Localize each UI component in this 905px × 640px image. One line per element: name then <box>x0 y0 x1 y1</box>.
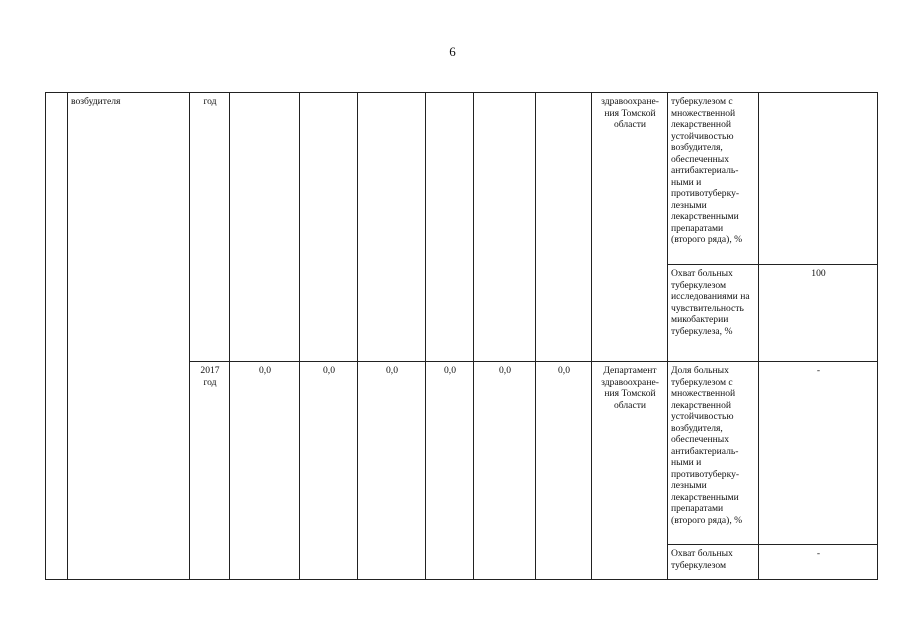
table-row <box>46 93 878 265</box>
table-cell-executor: Департамент здравоохране-ния Томской области <box>592 362 668 580</box>
page-number: 6 <box>449 44 456 59</box>
table-cell-value: 0,0 <box>358 362 426 580</box>
table-cell-value <box>426 93 474 362</box>
table-cell-indicator: туберкулезом с множественной лекарственной устойчивостью возбудителя, обеспеченных антибактериаль-ными и противотуберку-лезными лекарственными препаратами (второго ряда), % <box>668 93 759 265</box>
table-cell-year: 2017 год <box>190 362 230 580</box>
table-cell-value: 0,0 <box>536 362 592 580</box>
table-cell-value: 0,0 <box>426 362 474 580</box>
table-cell-value: 0,0 <box>300 362 358 580</box>
table-cell-indicator-value: 100 <box>759 265 878 362</box>
table-cell-event-name: возбудителя <box>68 93 190 580</box>
table-cell-value <box>474 93 536 362</box>
table-cell-indicator: Охват больных туберкулезом исследованиями на чувствительность микобактерии туберкулеза, % <box>668 265 759 362</box>
table-cell-indicator-value: - <box>759 545 878 580</box>
table-cell-indicator: Охват больных туберкулезом <box>668 545 759 580</box>
table-cell-executor: здравоохране-ния Томской области <box>592 93 668 362</box>
table-cell-value <box>230 93 300 362</box>
table-cell-indicator-value: - <box>759 362 878 545</box>
table-cell-value <box>358 93 426 362</box>
program-table <box>45 92 878 580</box>
table-cell-value <box>300 93 358 362</box>
table-cell-index <box>46 93 68 580</box>
table-cell-year: год <box>190 93 230 362</box>
table-cell-value <box>536 93 592 362</box>
table-cell-indicator-value <box>759 93 878 265</box>
table-cell-value: 0,0 <box>230 362 300 580</box>
table-cell-indicator: Доля больных туберкулезом с множественной лекарственной устойчивостью возбудителя, обеспеченных антибактериаль-ными и противотуберку-лезными лекарственными препаратами (второго ряда), % <box>668 362 759 545</box>
table-cell-value: 0,0 <box>474 362 536 580</box>
